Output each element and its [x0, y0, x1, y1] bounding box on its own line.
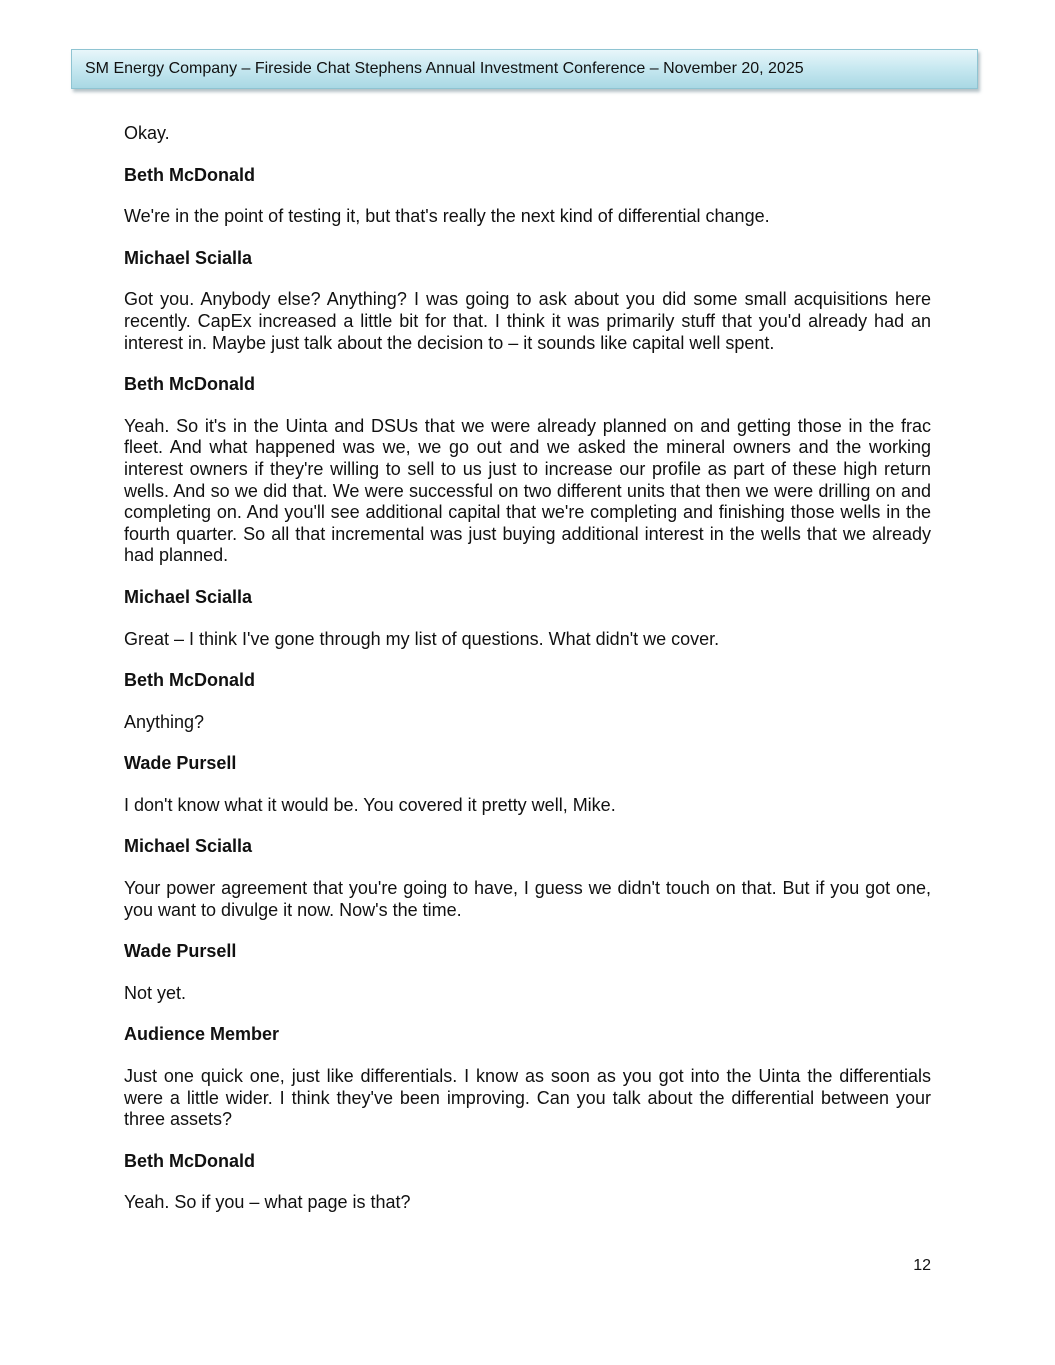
transcript-utterance: Just one quick one, just like differentials. I know as soon as you got into the Uinta the differentials were a little wider. I think they've been improving. Can you talk about the differential between your three assets?	[124, 1066, 931, 1130]
transcript-utterance: Not yet.	[124, 982, 187, 1003]
transcript-utterance: Your power agreement that you're going to have, I guess we didn't touch on that. But if you got one, you want to divulge it now. Now's the time.	[124, 878, 931, 920]
speaker-name: Michael Scialla	[124, 836, 253, 857]
transcript-utterance: Okay.	[124, 123, 170, 143]
speaker-name: Beth McDonald	[124, 670, 256, 691]
transcript-body	[124, 123, 931, 1234]
transcript-utterance: I don't know what it would be. You covered it pretty well, Mike.	[124, 794, 616, 815]
speaker-name: Audience Member	[124, 1024, 280, 1045]
transcript-utterance: Yeah. So if you – what page is that?	[124, 1192, 411, 1213]
transcript-utterance: Yeah. So it's in the Uinta and DSUs that we were already planned on and getting those in the frac fleet. And what happened was we, we go out and we asked the mineral owners and the working interest owners if they're willing to sell to us just to increase our profile as part of these high return wells. And so we did that. We were successful on two different units that then we were drilling on and completing on. And you'll see additional capital that we're completing and finishing those wells in the fourth quarter. So all that incremental was just buying additional interest in the wells that we already had planned.	[124, 415, 931, 566]
speaker-name: Michael Scialla	[124, 247, 253, 268]
speaker-name: Wade Pursell	[124, 941, 237, 962]
speaker-name: Wade Pursell	[124, 753, 237, 774]
page-number: 12	[913, 1257, 931, 1274]
header-banner	[71, 49, 978, 89]
transcript-utterance: Got you. Anybody else? Anything? I was going to ask about you did some small acquisitions here recently. CapEx increased a little bit for that. I think it was primarily stuff that you'd already had an interest in. Maybe just talk about the decision to – it sounds like capital well spent.	[124, 289, 931, 353]
speaker-name: Beth McDonald	[124, 1150, 256, 1171]
transcript-utterance: We're in the point of testing it, but that's really the next kind of differential change.	[124, 206, 770, 227]
transcript-utterance: Anything?	[124, 711, 205, 732]
speaker-name: Beth McDonald	[124, 374, 256, 395]
speaker-name: Michael Scialla	[124, 586, 253, 607]
transcript-utterance: Great – I think I've gone through my list of questions. What didn't we cover.	[124, 628, 720, 649]
speaker-name: Beth McDonald	[124, 164, 256, 185]
header-title: SM Energy Company – Fireside Chat Stephens Annual Investment Conference – November 20, 2025	[85, 60, 804, 77]
